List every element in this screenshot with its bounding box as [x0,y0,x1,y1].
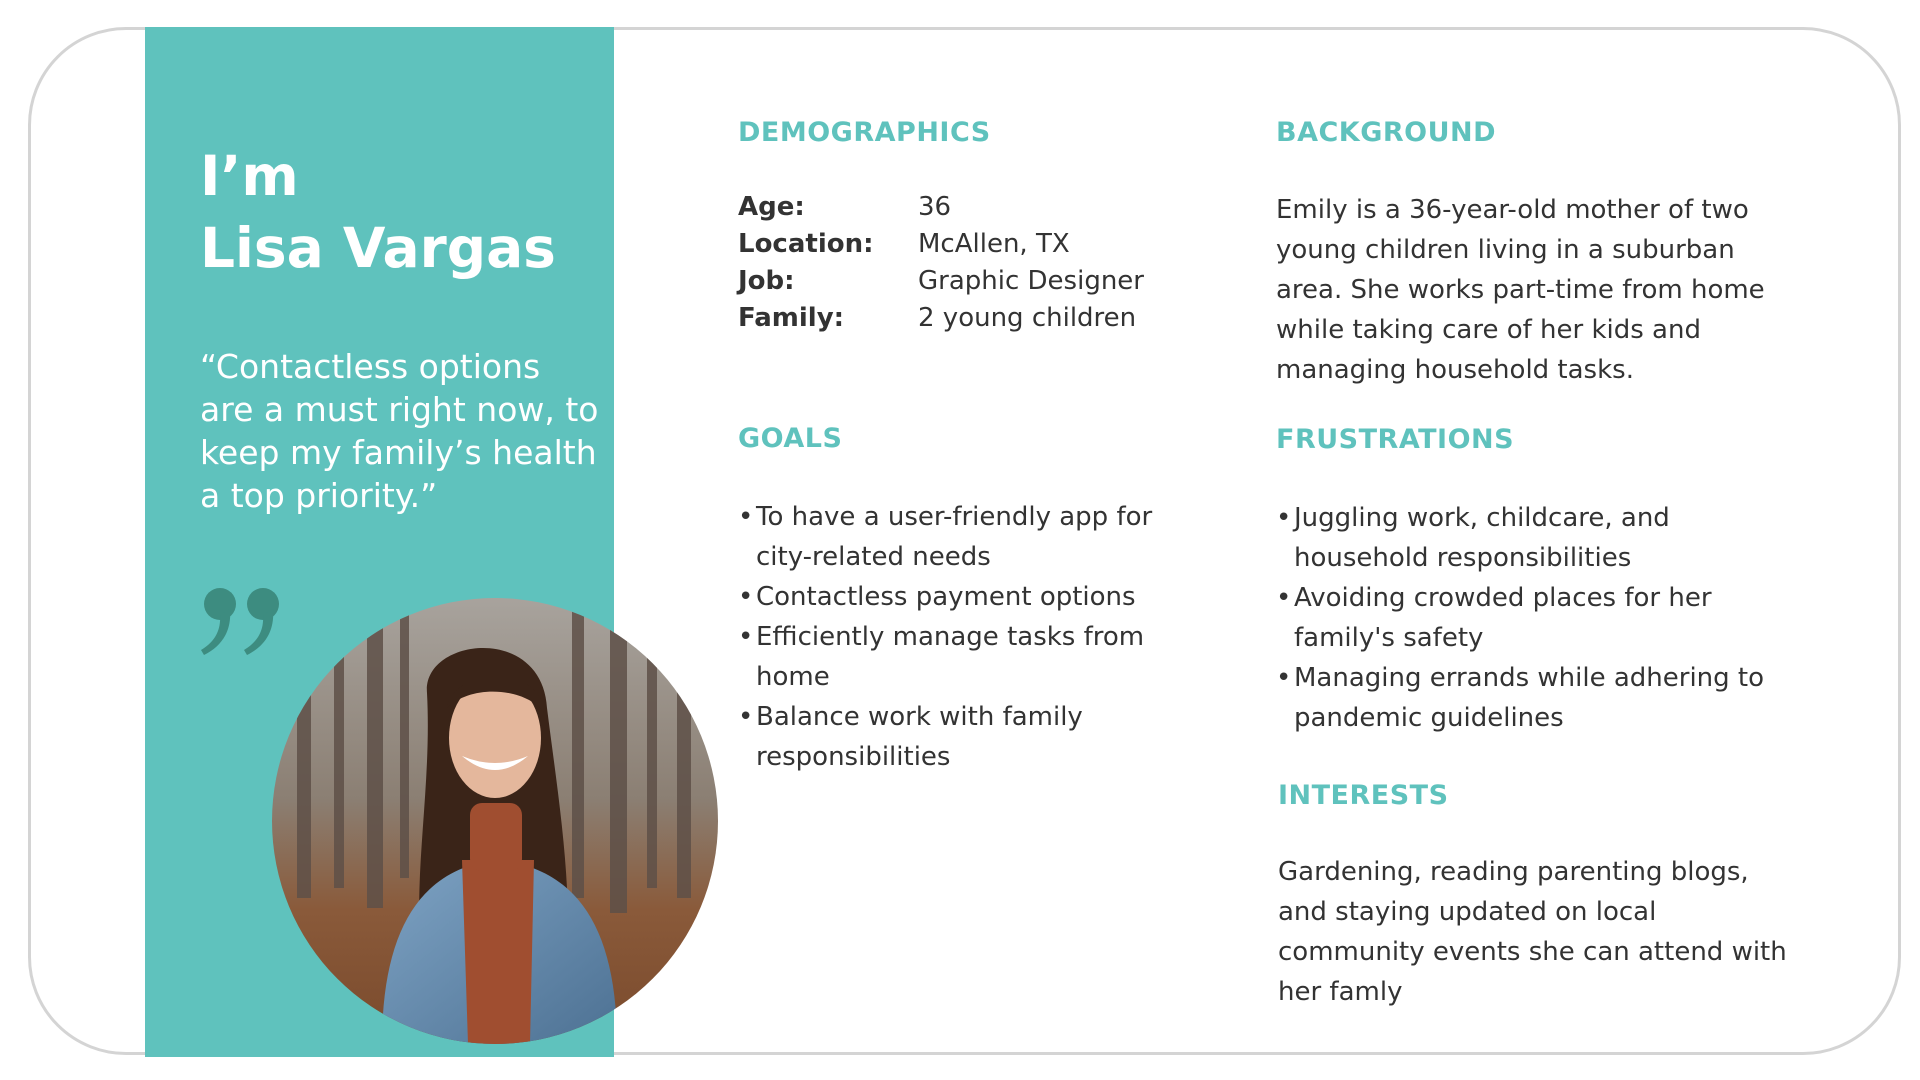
background-heading: BACKGROUND [1276,117,1497,148]
frustration-item: • Avoiding crowded places for her family's safety [1276,578,1776,658]
demographics-row-family [738,299,1144,336]
goals-heading: GOALS [738,423,843,454]
demographics-value: 36 [918,191,952,222]
goal-item: • Contactless payment options [738,577,1213,617]
demographics-row-location [738,225,1144,262]
demographics-value: Graphic Designer [918,265,1144,296]
goal-item: • To have a user-friendly app for city-related needs [738,497,1213,577]
frustration-item: • Managing errands while adhering to pandemic guidelines [1276,658,1776,738]
persona-name [200,140,556,284]
demographics-label: Age: [738,191,805,222]
frustrations-list [1276,498,1776,738]
frustrations-heading: FRUSTRATIONS [1276,424,1515,455]
persona-name-line: Lisa Vargas [200,216,556,280]
goal-item: • Balance work with family responsibilities [738,697,1213,777]
interests-heading: INTERESTS [1278,780,1449,811]
demographics-row-age [738,188,1144,225]
demographics-label: Family: [738,302,845,333]
persona-intro-line: I’m [200,144,299,208]
demographics-heading: DEMOGRAPHICS [738,117,991,148]
quote-mark-icon [200,585,290,660]
background-text: Emily is a 36-year-old mother of two young children living in a suburban area. She works part-time from home while taking care of her kids and managing household tasks. [1276,195,1765,385]
persona-photo [272,598,718,1044]
interests-text: Gardening, reading parenting blogs, and staying updated on local community events she can attend with her famly [1278,857,1787,1007]
demographics-label: Location: [738,228,874,259]
goal-item: • Efficiently manage tasks from home [738,617,1213,697]
demographics-value: 2 young children [918,302,1137,333]
frustration-item: • Juggling work, childcare, and household responsibilities [1276,498,1776,578]
demographics-table [738,188,1144,336]
demographics-row-job [738,262,1144,299]
persona-quote: “Contactless options are a must right now, to keep my family’s health a top priority.” [200,347,599,515]
goals-list [738,497,1213,777]
demographics-value: McAllen, TX [918,228,1070,259]
demographics-label: Job: [738,265,795,296]
